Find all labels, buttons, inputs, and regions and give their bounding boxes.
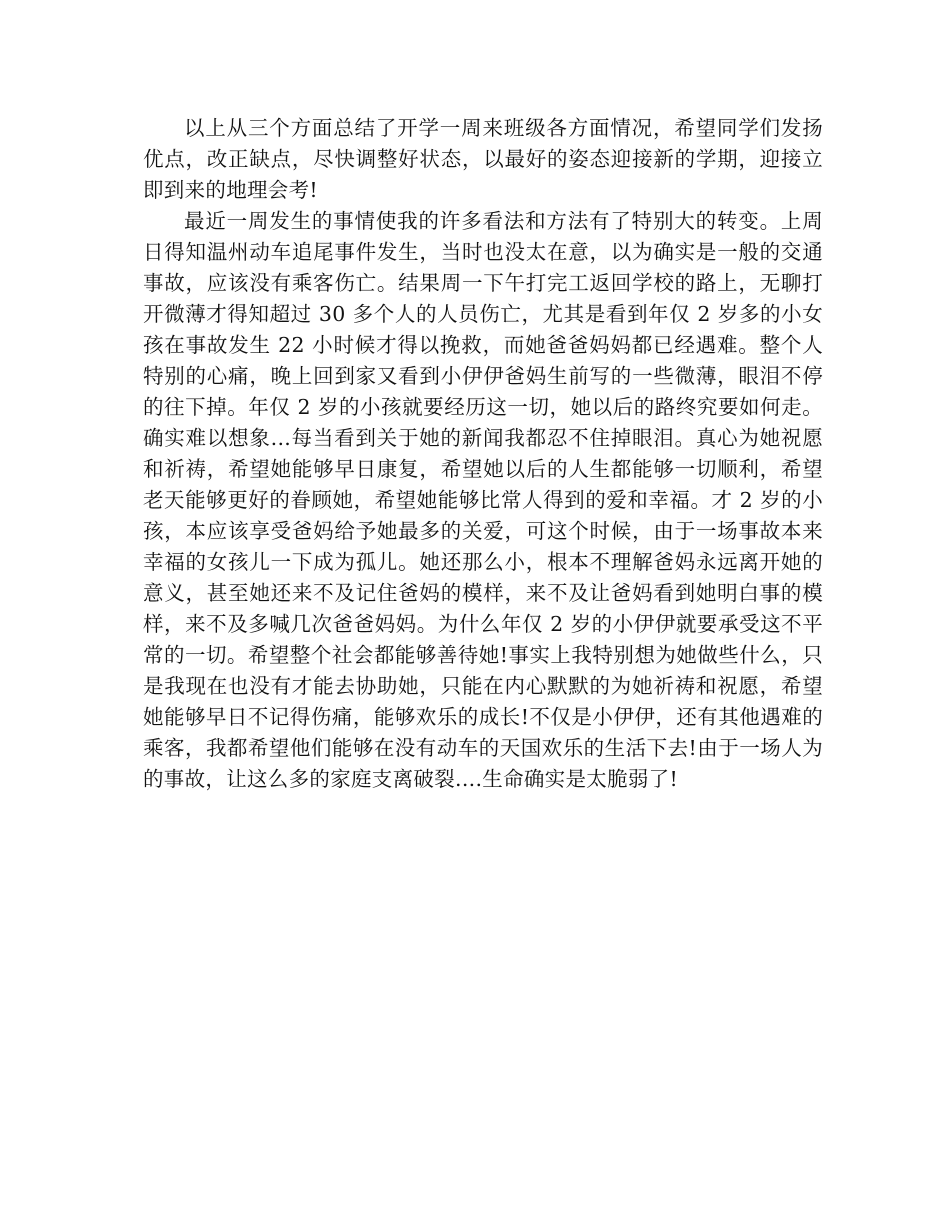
- document-body: [143, 113, 823, 795]
- paragraph-reflection: 最近一周发生的事情使我的许多看法和方法有了特别大的转变。上周日得知温州动车追尾事件发生，当时也没太在意，以为确实是一般的交通事故，应该没有乘客伤亡。结果周一下午打完工返回学校的路上，无聊打开微薄才得知超过 30 多个人的人员伤亡，尤其是看到年仅 2 岁多的小女孩在事故发生 22 小时候才得以挽救，而她爸爸妈妈都已经遇难。整个人特别的心痛，晚上回到家又看到小伊伊爸妈生前写的一些微薄，眼泪不停的往下掉。年仅 2 岁的小孩就要经历这一切，她以后的路终究要如何走。确实难以想象...每当看到关于她的新闻我都忍不住掉眼泪。真心为她祝愿和祈祷，希望她能够早日康复，希望她以后的人生都能够一切顺利，希望老天能够更好的眷顾她，希望她能够比常人得到的爱和幸福。才 2 岁的小孩，本应该享受爸妈给予她最多的关爱，可这个时候，由于一场事故本来幸福的女孩儿一下成为孤儿。她还那么小，根本不理解爸妈永远离开她的意义，甚至她还来不及记住爸妈的模样，来不及让爸妈看到她明白事的模样，来不及多喊几次爸爸妈妈。为什么年仅 2 岁的小伊伊就要承受这不平常的一切。希望整个社会都能够善待她!事实上我特别想为她做些什么，只是我现在也没有才能去协助她，只能在内心默默的为她祈祷和祝愿，希望她能够早日不记得伤痛，能够欢乐的成长!不仅是小伊伊，还有其他遇难的乘客，我都希望他们能够在没有动车的天国欢乐的生活下去!由于一场人为的事故，让这么多的家庭支离破裂....生命确实是太脆弱了!: [143, 209, 823, 791]
- paragraph-summary: 以上从三个方面总结了开学一周来班级各方面情况，希望同学们发扬优点，改正缺点，尽快调整好状态，以最好的姿态迎接新的学期，迎接立即到来的地理会考!: [143, 116, 823, 202]
